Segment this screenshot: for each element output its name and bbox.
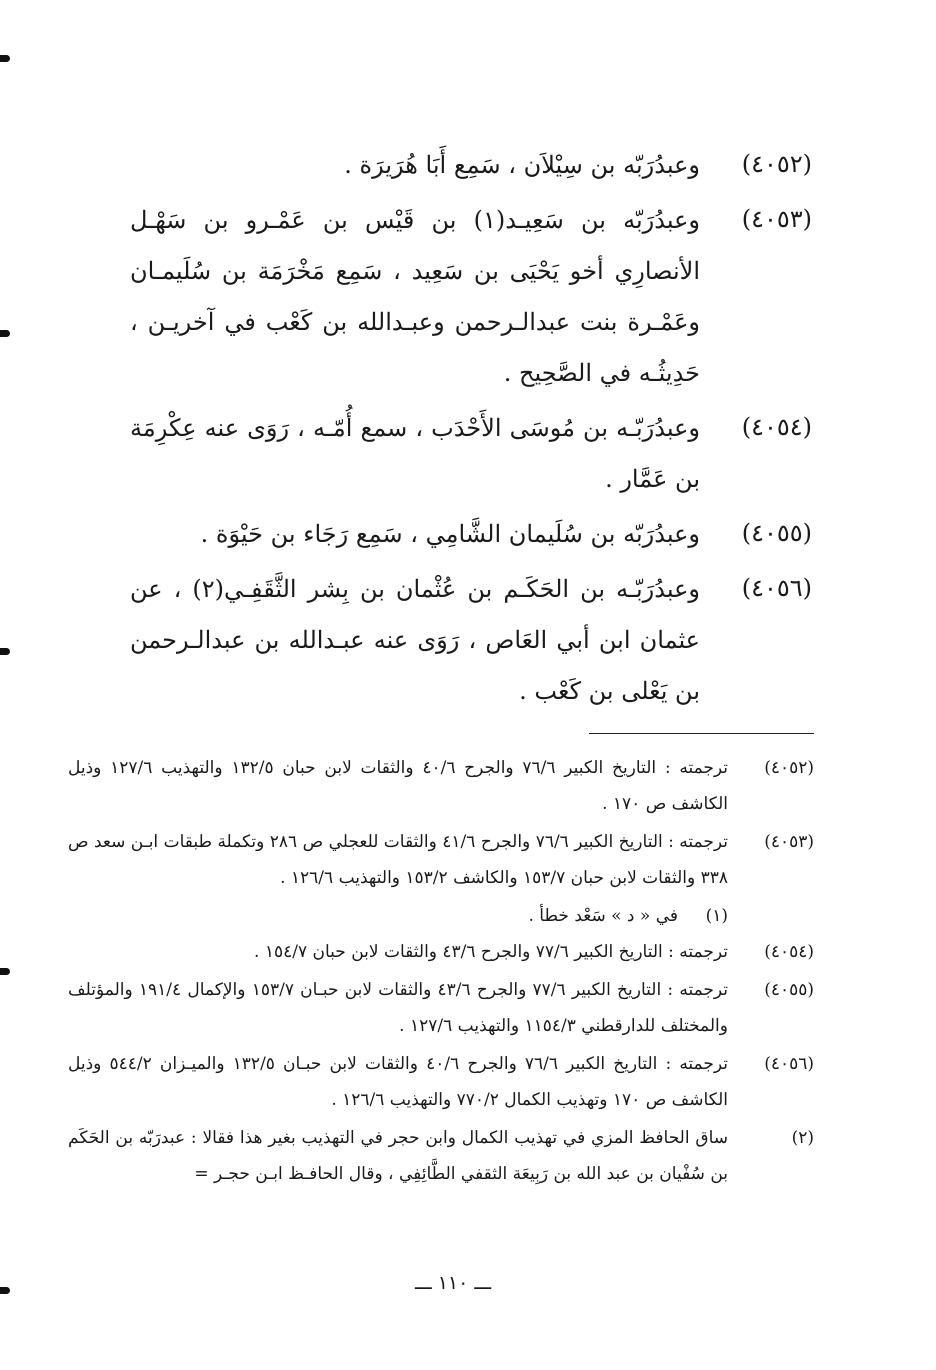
footnote — [68, 1046, 814, 1118]
subnote-number: (١) — [705, 906, 728, 926]
footnote-text: ترجمته : التاريخ الكبير ٧٧/٦ والجرح ٤٣/٦ والثقات لابن حبـان ١٥٣/٧ والإكمال ١٩١/٤ والمؤتلف والمختلف للدارقطني ١١٥٤/٣ والتهذيب ١٢٧/٦ . — [68, 980, 729, 1036]
entry-text: وعبدُرَبّه بن سِيْلاَن ، سَمِع أَبَا هُرَيرَة . — [344, 151, 700, 179]
footnotes — [68, 750, 814, 1194]
main-entries — [130, 140, 812, 721]
footnote — [68, 824, 814, 896]
subnote-number: (٢) — [791, 1128, 814, 1148]
footnote — [68, 934, 814, 970]
subnote — [68, 898, 814, 934]
entry-number: (٤٠٥٣) — [741, 205, 812, 233]
footnote — [68, 1120, 814, 1192]
footnote-separator — [589, 733, 814, 734]
scan-edge-mark — [0, 330, 10, 337]
footnote-text: ترجمته : التاريخ الكبير ٧٦/٦ والجرح ٤١/٦ والثقات للعجلي ص ٢٨٦ وتكملة طبقات ابـن سعد ص ٣٣٨ والثقات لابن حبان ١٥٣/٧ والكاشف ١٥٣/٢ والتهذيب ١٢٦/٦ . — [68, 832, 728, 888]
subnote-text: ساق الحافظ المزي في تهذيب الكمال وابن حجر في التهذيب بغير هذا فقالا : عبدرَبّه بن الحَكَم بن سُفْيان بن عبد الله بن رَبِيعَة الثقفي الطَّائِفِي ، وقال الحافـظ ابـن حجـر = — [68, 1128, 728, 1184]
footnote-text: ترجمته : التاريخ الكبير ٧٧/٦ والجرح ٤٣/٦ والثقات لابن حبان ١٥٤/٧ . — [254, 942, 728, 962]
subnote-text: في « د » سَعْد خطأ . — [528, 906, 678, 926]
entry — [130, 564, 812, 717]
entry-number: (٤٠٥٢) — [741, 150, 812, 178]
footnote — [68, 750, 814, 822]
footnote-number: (٤٠٥٢) — [764, 758, 814, 778]
entry — [130, 140, 812, 191]
entry-number: (٤٠٥٤) — [741, 413, 812, 441]
entry — [130, 403, 812, 505]
footnote-number: (٤٠٥٥) — [764, 980, 814, 1000]
entry — [130, 195, 812, 399]
entry-text: وعبدُرَبّه بن سَعِيـد(١) بن قَيْس بن عَمْـرو بن سَهْـل الأنصارِي أخو يَحْيَى بن سَعِيد ، سَمِع مَخْرَمَة بن سُلَيمـان وعَمْـرة بنت عبدالـرحمن وعبـدالله بن كَعْب في آخريـن ، حَدِيثُـه في الصَّحِيح . — [130, 206, 701, 387]
scan-edge-mark — [0, 968, 10, 975]
footnote-number: (٤٠٥٣) — [764, 832, 814, 852]
entry-text: وعبدُرَبّـه بن الحَكَـم بن عُثْمان بن بِشر الثَّقَفِـي(٢) ، عن عثمان ابن أبي العَاص ، رَوَى عنه عبـدالله بن عبدالـرحمن بن يَعْلى بن كَعْب . — [130, 575, 700, 705]
footnote-number: (٤٠٥٤) — [764, 942, 814, 962]
footnote-text: ترجمته : التاريخ الكبير ٧٦/٦ والجرح ٤٠/٦ والثقات لابن حبـان ١٣٢/٥ والميـزان ٥٤٤/٢ وذيل الكاشف ص ١٧٠ وتهذيب الكمال ٧٧٠/٢ والتهذيب ١٢٦/٦ . — [68, 1054, 729, 1110]
entry-number: (٤٠٥٦) — [741, 574, 812, 602]
footnote — [68, 972, 814, 1044]
scan-edge-mark — [0, 648, 10, 655]
page-number: ـــ ١١٠ ـــ — [414, 1272, 492, 1294]
entry — [130, 509, 812, 560]
entry-number: (٤٠٥٥) — [741, 519, 812, 547]
scan-edge-mark — [0, 1287, 10, 1294]
scan-edge-mark — [0, 55, 10, 62]
footnote-number: (٤٠٥٦) — [764, 1054, 814, 1074]
entry-text: وعبدُرَبّه بن سُلَيمان الشَّامِي ، سَمِع رَجَاء بن حَيْوَة . — [200, 520, 700, 548]
footnote-text: ترجمته : التاريخ الكبير ٧٦/٦ والجرح ٤٠/٦ والثقات لابن حبان ١٣٢/٥ والتهذيب ١٢٧/٦ وذيل الكاشف ص ١٧٠ . — [68, 758, 729, 814]
entry-text: وعبدُرَبّـه بن مُوسَى الأَحْدَب ، سمع أُمّـه ، رَوَى عنه عِكْرِمَة بن عَمَّار . — [130, 414, 700, 493]
